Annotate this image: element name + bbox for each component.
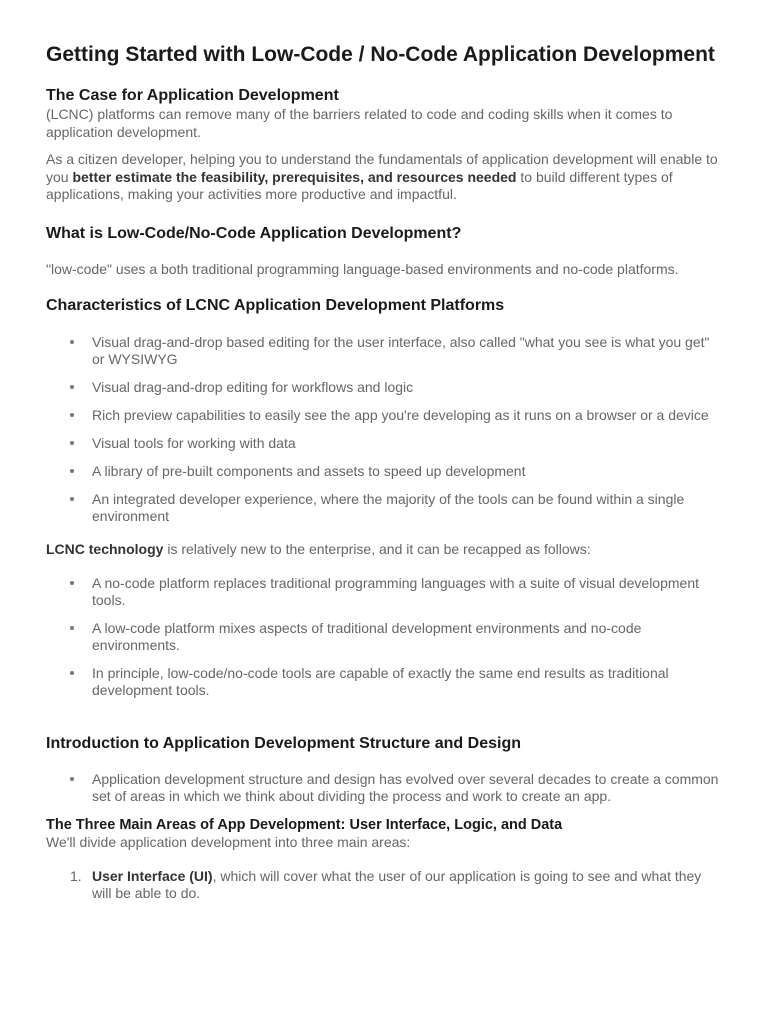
case-p2-text-b: to build different types of applications, making your activities more productive and impactful. [46,168,673,202]
case-p2-bold: better estimate the feasibility, prerequisites, and resources needed [72,168,517,185]
list-item-rest: , which will cover what the user of our application is going to see and what they will be able to do. [92,868,702,901]
document-title: Getting Started with Low-Code / No-Code Application Development [46,43,715,66]
list-item: A no-code platform replaces traditional programming languages with a suite of visual development tools. [46,575,722,609]
heading-what-is: What is Low-Code/No-Code Application Development? [46,224,462,242]
three-areas-list [46,868,722,902]
list-number: 1. [70,868,82,884]
case-paragraph-1: (LCNC) platforms can remove many of the barriers related to code and coding skills when it comes to application development. [46,106,673,140]
list-item: Visual drag-and-drop based editing for the user interface, also called "what you see is what you get" or WYSIWYG [46,334,722,368]
heading-characteristics: Characteristics of LCNC Application Development Platforms [46,297,505,314]
what-is-paragraph: "low-code" uses a both traditional programming language-based environments and no-code platforms. [46,260,679,277]
lcnc-technology-paragraph [46,541,722,559]
lcnc-technology-bold: LCNC technology [46,541,164,557]
list-item-bold: User Interface (UI) [92,868,213,884]
lcnc-technology-rest: is relatively new to the enterprise, and it can be recapped as follows: [163,541,591,557]
heading-case: The Case for Application Development [46,87,339,104]
list-item: Visual tools for working with data [46,435,722,452]
list-item: Application development structure and design has evolved over several decades to create a common set of areas in which we think about dividing the process and work to create an app. [46,771,722,805]
lcnc-technology-list [46,575,722,699]
heading-three-areas: The Three Main Areas of App Development: User Interface, Logic, and Data [46,816,563,833]
list-item: A library of pre-built components and assets to speed up development [46,463,722,480]
list-item: An integrated developer experience, where the majority of the tools can be found within a single environment [46,491,722,525]
list-item: In principle, low-code/no-code tools are capable of exactly the same end results as traditional development tools. [46,665,722,699]
case-p2-text-a: As a citizen developer, helping you to understand the fundamentals of application development will enable to you [46,151,718,185]
list-item: A low-code platform mixes aspects of traditional development environments and no-code environments. [46,620,722,654]
list-item [46,868,722,902]
intro-list [46,771,722,805]
list-item: Rich preview capabilities to easily see the app you're developing as it runs on a browser or a device [46,407,722,424]
three-areas-paragraph: We'll divide application development into three main areas: [46,833,411,850]
heading-intro: Introduction to Application Development Structure and Design [46,734,521,752]
characteristics-list [46,334,722,525]
list-item: Visual drag-and-drop editing for workflows and logic [46,379,722,396]
case-paragraph-2 [46,151,722,204]
